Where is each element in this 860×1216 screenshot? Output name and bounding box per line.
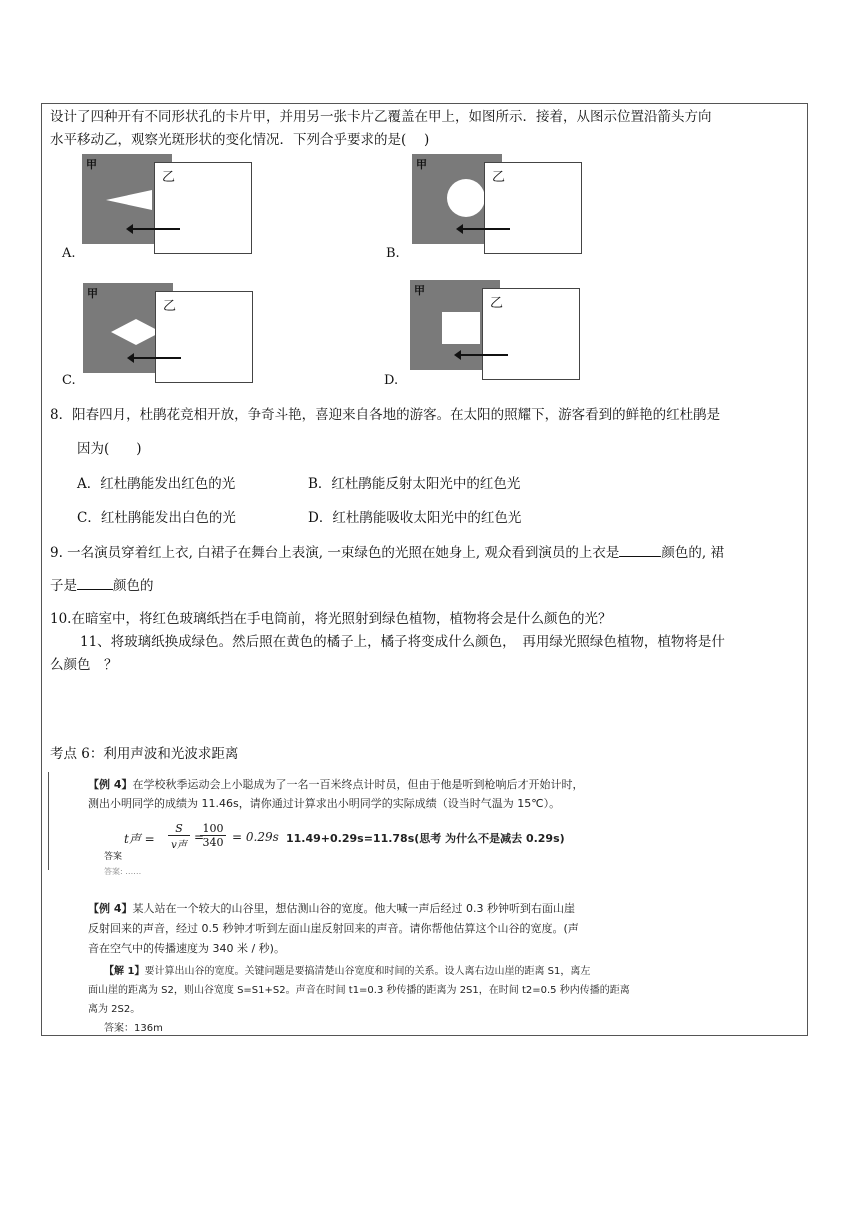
square-hole-icon [440,310,482,346]
ex1-cutoff: 答案: …… [104,867,142,876]
q8-stem-line2: 因为( ) [77,441,142,457]
ex2-sol-line1-text: 要计算出山谷的宽度。关键问题是要搞清楚山谷宽度和时间的关系。设人离右边山崖的距离 S1，离左 [144,966,591,977]
ex1-formula-result: = 0.29s [232,830,279,844]
ex1-frac2-num: 100 [202,822,224,835]
q8-option-b: B．红杜鹃能反射太阳光中的红色光 [308,476,521,492]
ex2-line3: 音在空气中的传播速度为 340 米 / 秒)。 [88,942,285,955]
card-yi-label: 乙 [492,170,506,185]
card-yi-label: 乙 [162,170,176,185]
card-yi-label: 乙 [490,296,504,311]
q7-line2: 水平移动乙，观察光斑形状的变化情况．下列合乎要求的是( ) [50,132,430,148]
card-jia-label: 甲 [87,287,98,300]
option-c-label: C. [62,373,76,388]
option-b-label: B. [386,246,400,261]
ex1-formula-t: t声 = [124,832,155,846]
ex1-frac2-den: 340 [200,835,226,849]
section-heading: 考点 6：利用声波和光波求距离 [50,746,239,762]
ex2-sol-tag: 【解 1】 [104,966,145,977]
ex1-frac1-num: S [175,822,183,835]
left-arrow-icon [458,354,508,356]
answer-blank [77,575,113,590]
ex2-tag: 【例 4】 [88,902,133,915]
q9-line1 [50,542,724,563]
ex2-line1 [88,900,575,916]
q9-text-part2: 颜色的, 裙 [661,545,725,561]
card-jia-label: 甲 [414,284,425,297]
ex2-sol-line3: 离为 2S2。 [88,1004,141,1015]
q7-line1: 设计了四种开有不同形状孔的卡片甲，并用另一张卡片乙覆盖在甲上，如图所示．接着，从图示位置沿箭头方向 [50,109,712,125]
q9-text-part3: 子是 [50,578,77,594]
answer-blank [619,542,661,557]
ex1-line2: 测出小明同学的成绩为 11.46s，请你通过计算求出小明同学的实际成绩（设当时气温为 15℃）。 [88,797,561,810]
triangle-hole-icon [104,188,154,212]
q8-stem-line1: 8．阳春四月，杜鹃花竞相开放，争奇斗艳，喜迎来自各地的游客。在太阳的照耀下，游客看到的鲜艳的红杜鹃是 [50,407,721,423]
left-arrow-icon [131,357,181,359]
left-arrow-icon [130,228,180,230]
ex2-line2: 反射回来的声音，经过 0.5 秒钟才听到左面山崖反射回来的声音。请你帮他估算这个山谷的宽度。(声 [88,922,579,935]
card-jia-label: 甲 [86,158,97,171]
ex1-formula-eq: = [194,830,205,844]
ex1-frac1 [168,822,190,851]
q10-text: 10.在暗室中，将红色玻璃纸挡在手电筒前，将光照射到绿色植物，植物将会是什么颜色的光？ [50,611,612,627]
option-a-label: A. [62,246,76,261]
ex1-line1 [88,776,583,792]
ex1-tag: 【例 4】 [88,778,133,791]
q8-option-c: C．红杜鹃能发出白色的光 [77,510,236,526]
ex2-answer: 答案：136m [104,1023,163,1034]
ex2-sol-line1 [104,962,590,977]
option-d-label: D. [384,373,399,388]
ex1-frac2 [200,822,226,849]
ex2-sol-line2: 面山崖的距离为 S2，则山谷宽度 S=S1+S2。声音在时间 t1=0.3 秒传播的距离为 2S1，在时间 t2=0.5 秒内传播的距离 [88,985,630,996]
ex1-line1-text: 在学校秋季运动会上小聪成为了一名一百米终点计时员，但由于他是听到枪响后才开始计时， [132,778,584,791]
card-yi-label: 乙 [163,299,177,314]
ex2-line1-text: 某人站在一个较大的山谷里，想估测山谷的宽度。他大喊一声后经过 0.3 秒钟听到右面山崖 [132,902,575,915]
q9-text-part4: 颜色的 [113,578,154,594]
divider-line [48,772,49,870]
q8-option-a: A．红杜鹃能发出红色的光 [77,476,236,492]
q11-line2: 么颜色 ？ [50,657,118,673]
ex1-answer-label: 答案 [104,852,123,862]
ex1-frac1-den: v声 [168,835,190,851]
card-jia-label: 甲 [416,158,427,171]
q8-option-d: D．红杜鹃能吸收太阳光中的红色光 [308,510,522,526]
left-arrow-icon [460,228,510,230]
q11-line1: 11、将玻璃纸换成绿色。然后照在黄色的橘子上，橘子将变成什么颜色， 再用绿光照绿色植物，植物将是什 [80,634,725,650]
ex1-formula-note: 11.49+0.29s=11.78s(思考 为什么不是减去 0.29s) [286,832,565,845]
q9-line2 [50,575,154,596]
circle-hole-icon [444,176,488,220]
q9-text-part1: 9. 一名演员穿着红上衣, 白裙子在舞台上表演, 一束绿色的光照在她身上, 观众看到演员的上衣是 [50,545,620,561]
